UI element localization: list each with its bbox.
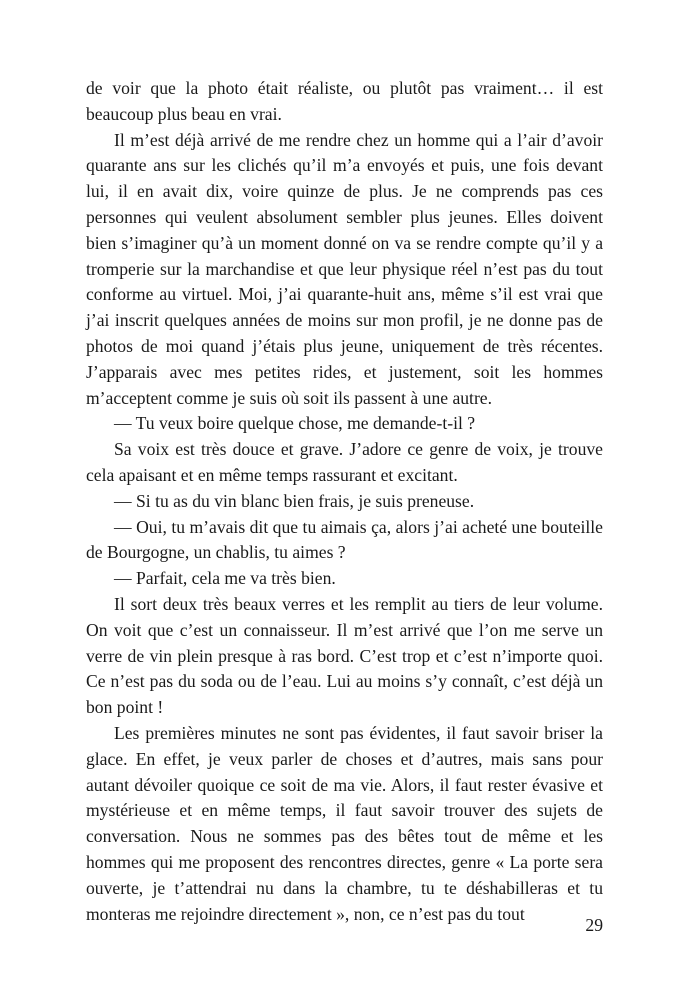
paragraph-voice: Sa voix est très douce et grave. J’adore ce genre de voix, je trouve cela apaisant et en même temps rassurant et excitant.: [86, 439, 603, 485]
paragraph-glasses: Il sort deux très beaux verres et les remplit au tiers de leur volume. On voit que c’est un connaisseur. Il m’est arrivé que l’on me serve un verre de vin plein presque à ras bord. C’est trop et c’est n’importe quoi. Ce n’est pas du soda ou de l’eau. Lui au moins s’y connaît, c’est déjà un bon point !: [86, 593, 603, 718]
page-number: 29: [585, 915, 603, 935]
dialogue-white-wine: — Si tu as du vin blanc bien frais, je suis preneuse.: [114, 490, 475, 511]
paragraph-age-deception: Il m’est déjà arrivé de me rendre chez un homme qui a l’air d’avoir quarante ans sur les clichés qu’il m’a envoyés et puis, une fois devant lui, il en avait dix, voire quinze de plus. Je ne comprends pas ces personnes qui veulent absolument sembler plus jeunes. Elles doivent bien s’imaginer qu’à un moment donné on va se rendre compte qu’il y a tromperie sur la marchandise et que leur physique réel n’est pas du tout conforme au virtuel. Moi, j’ai quarante-huit ans, même s’il est vrai que j’ai inscrit quelques années de moins sur mon profil, je ne donne pas de photos de moi quand j’étais plus jeune, uniquement de très récentes. J’apparais avec mes petites rides, et justement, soit les hommes m’acceptent comme je suis où soit ils passent à une autre.: [86, 129, 603, 408]
paragraph-continuation: de voir que la photo était réaliste, ou plutôt pas vraiment… il est beaucoup plus beau en vrai.: [86, 78, 603, 124]
dialogue-perfect: — Parfait, cela me va très bien.: [114, 568, 336, 589]
dialogue-chablis: — Oui, tu m’avais dit que tu aimais ça, alors j’ai acheté une bouteille de Bourgogne, un chablis, tu aimes ?: [86, 516, 603, 563]
paragraph-first-minutes: Les premières minutes ne sont pas évidentes, il faut savoir briser la glace. En effet, je veux parler de choses et d’autres, mais sans pour autant dévoiler quoique ce soit de ma vie. Alors, il faut rester évasive et mystérieuse et en même temps, il faut savoir trouver des sujets de conversation. Nous ne sommes pas des bêtes tout de même et les hommes qui me proposent des rencontres directes, genre « La porte sera ouverte, je t’attendrai nu dans la chambre, tu te déshabilleras et tu monteras me rejoindre directement », non, ce n’est pas du tout: [86, 722, 603, 924]
body-text: [86, 76, 603, 927]
dialogue-drink-offer: — Tu veux boire quelque chose, me demande-t-il ?: [114, 413, 476, 434]
